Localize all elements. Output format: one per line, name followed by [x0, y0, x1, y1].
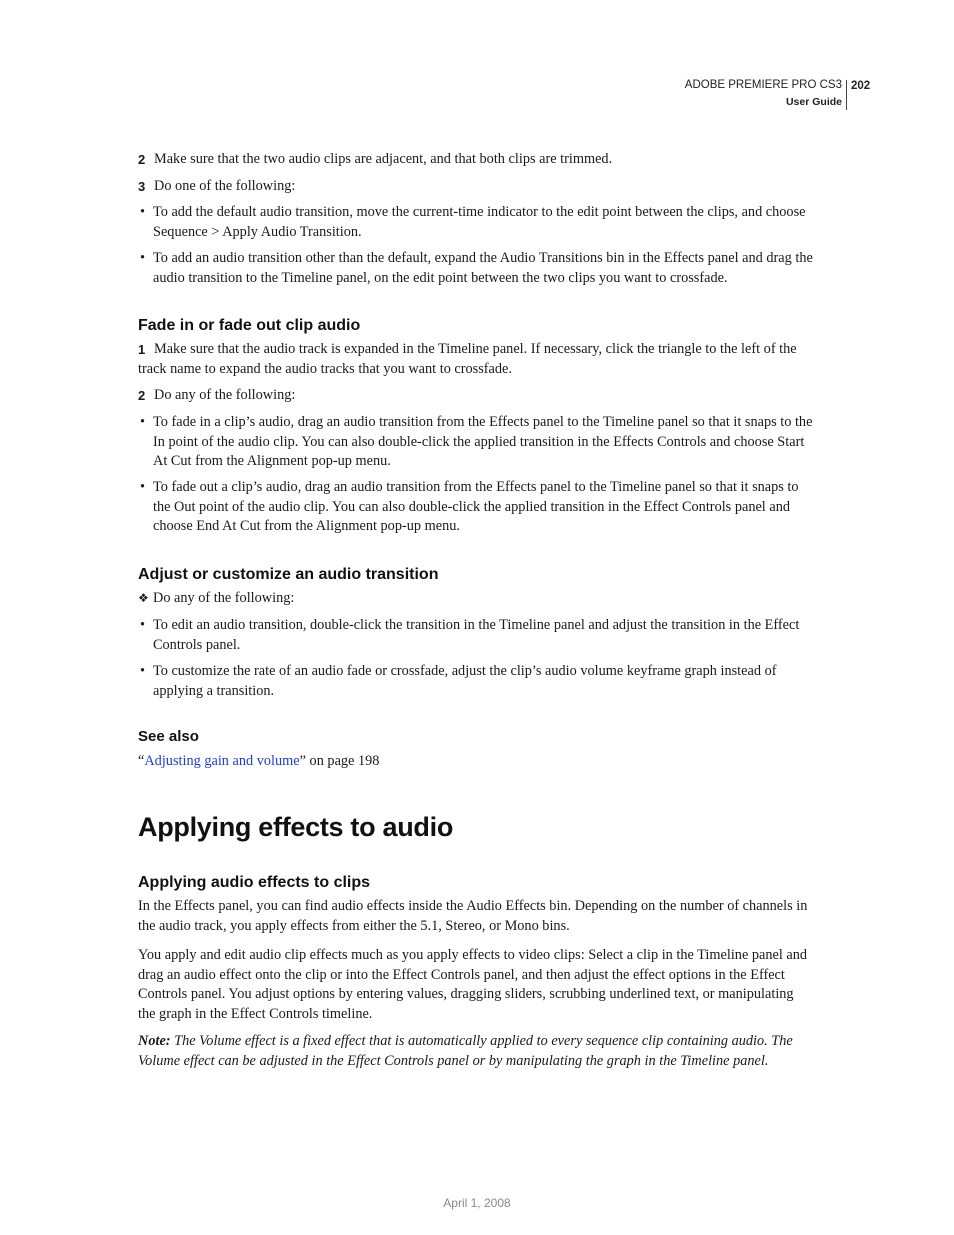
- note-text: The Volume effect is a fixed effect that is automatically applied to every sequence clip containing audio. The Volume effect can be adjusted in the Effect Controls panel or by manipulating the graph in the Timeline panel.: [138, 1033, 793, 1069]
- product-name: ADOBE PREMIERE PRO CS3: [684, 79, 842, 91]
- step-text: Make sure that the two audio clips are adjacent, and that both clips are trimmed.: [154, 151, 613, 167]
- list-item-text: To customize the rate of an audio fade or crossfade, adjust the clip’s audio volume keyframe graph instead of applying a transition.: [153, 663, 777, 699]
- step-number: 1: [138, 342, 146, 357]
- bullet-icon: •: [140, 479, 146, 495]
- step-number: 2: [138, 388, 146, 403]
- header-divider: [846, 80, 847, 110]
- list-item-text: To edit an audio transition, double-click the transition in the Timeline panel and adjust the transition in the Effect Controls panel.: [153, 617, 800, 653]
- page-header: [0, 78, 954, 112]
- bullet-icon: •: [140, 204, 146, 220]
- section-heading: Applying audio effects to clips: [138, 874, 371, 891]
- step-number: 3: [138, 179, 146, 194]
- guide-name: User Guide: [785, 96, 842, 108]
- list-item-text: To add the default audio transition, move the current-time indicator to the edit point between the clips, and choose Sequence > Apply Audio Transition.: [153, 204, 806, 240]
- step-number: 2: [138, 152, 146, 167]
- page-number: 202: [851, 80, 871, 92]
- section-heading: Adjust or customize an audio transition: [138, 566, 439, 583]
- list-item-text: To fade in a clip’s audio, drag an audio transition from the Effects panel to the Timeline panel so that it snaps to the In point of the audio clip. You can also double-click the applied transition in the Effects Controls and choose Start At Cut from the Alignment pop-up menu.: [153, 414, 813, 470]
- step-text: Make sure that the audio track is expanded in the Timeline panel. If necessary, click the triangle to the left of the track name to expand the audio tracks that you want to crossfade.: [138, 341, 797, 377]
- see-also-heading: See also: [138, 728, 199, 745]
- open-quote: “: [138, 753, 145, 769]
- bullet-icon: •: [140, 414, 146, 430]
- section-heading: Fade in or fade out clip audio: [138, 317, 361, 334]
- bullet-icon: •: [140, 617, 146, 633]
- see-also-reference: [138, 752, 814, 772]
- footer-date: April 1, 2008: [443, 1196, 511, 1210]
- diamond-bullet-icon: ❖: [138, 591, 149, 605]
- bullet-icon: •: [140, 663, 146, 679]
- paragraph: You apply and edit audio clip effects much as you apply effects to video clips: Select a clip in the Timeline panel and drag an audio effect onto the clip or into the Effect Controls panel, and then adjust the effect options in the Effect Controls panel. You adjust options by entering values, dragging sliders, scrubbing underlined text, or manipulating the graph in the Effect Controls timeline.: [138, 947, 808, 1022]
- step-text: Do any of the following:: [154, 387, 296, 403]
- chapter-title: Applying effects to audio: [138, 812, 454, 842]
- step-item: [138, 340, 814, 379]
- note-label: Note:: [138, 1033, 171, 1049]
- list-item-text: To fade out a clip’s audio, drag an audio transition from the Effects panel to the Timeline panel so that it snaps to the Out point of the audio clip. You can also double-click the applied transition in the Effect Controls panel and choose End At Cut from the Alignment pop-up menu.: [153, 479, 799, 535]
- note-paragraph: [138, 1032, 814, 1071]
- step-text: Do one of the following:: [154, 178, 296, 194]
- bullet-icon: •: [140, 250, 146, 266]
- page-reference: ” on page 198: [299, 753, 380, 769]
- paragraph: In the Effects panel, you can find audio effects inside the Audio Effects bin. Depending on the number of channels in the audio track, you apply effects from either the 5.1, Stereo, or Mono bins.: [138, 898, 808, 934]
- list-item-text: To add an audio transition other than the default, expand the Audio Transitions bin in the Effects panel and drag the audio transition to the Timeline panel, on the edit point between the two clips you want to crossfade.: [153, 250, 813, 286]
- step-text: Do any of the following:: [153, 590, 295, 606]
- adjusting-gain-link[interactable]: Adjusting gain and volume: [144, 753, 300, 769]
